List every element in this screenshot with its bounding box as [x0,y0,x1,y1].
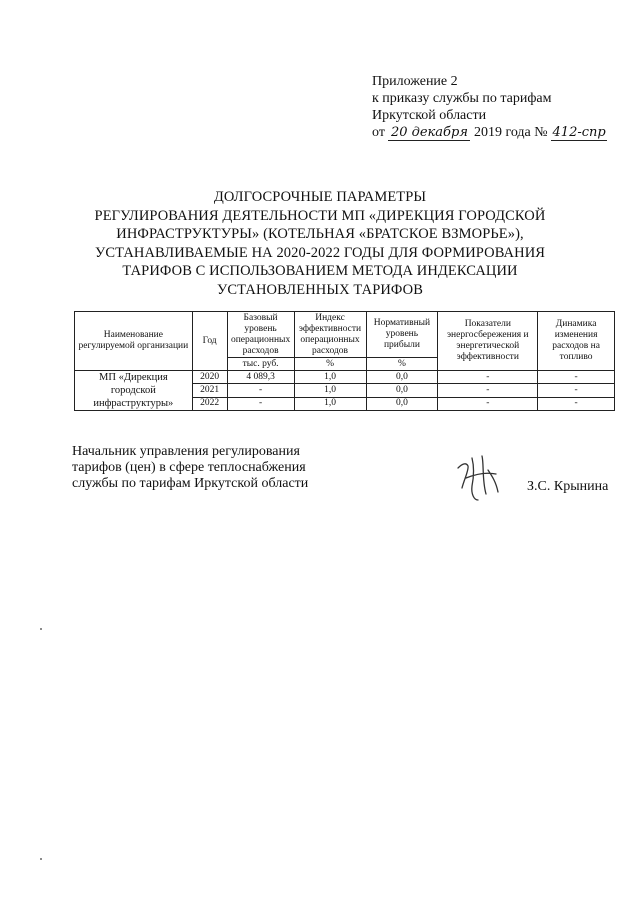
cell-profit: 0,0 [366,371,438,384]
cell-fuel: - [538,371,615,384]
cell-index: 1,0 [294,371,366,384]
cell-energy: - [438,384,538,397]
cell-base: - [227,397,294,410]
header-energy: Показатели энергосбережения и энергетической эффективности [438,312,538,371]
cell-year: 2020 [192,371,227,384]
org-name-line-2: городской [110,385,156,396]
title-line-3: ИНФРАСТРУКТУРЫ» (КОТЕЛЬНАЯ «БРАТСКОЕ ВЗМОРЬЕ»), [116,226,524,242]
table-header-row [75,312,615,358]
header-fuel: Динамика изменения расходов на топливо [538,312,615,371]
signatory-name: З.С. Крынина [527,479,609,494]
scan-speck [40,858,42,860]
table-row [75,371,615,384]
org-name-cell [75,371,193,411]
title-line-1: ДОЛГОСРОЧНЫЕ ПАРАМЕТРЫ [213,189,427,205]
date-handwritten: 20 декабря [388,126,470,141]
title-line-4: УСТАНАВЛИВАЕМЫЕ НА 2020-2022 ГОДЫ ДЛЯ ФОРМИРОВАНИЯ [94,244,546,261]
date-middle: 2019 года № [473,125,548,140]
document-title [90,188,550,299]
cell-year: 2021 [192,384,227,397]
signatory-line-1: Начальник управления регулирования [72,444,300,459]
title-line-5: ТАРИФОВ С ИСПОЛЬЗОВАНИЕМ МЕТОДА ИНДЕКСАЦИИ [122,263,518,279]
cell-energy: - [438,397,538,410]
unit-profit: % [366,358,438,371]
cell-energy: - [438,371,538,384]
signatory-line-2: тарифов (цен) в сфере теплоснабжения [72,460,306,475]
cell-fuel: - [538,397,615,410]
cell-profit: 0,0 [366,397,438,410]
appendix-date-line [372,124,607,141]
signatory-line-3: службы по тарифам Иркутской области [72,476,309,491]
header-base: Базовый уровень операционных расходов [227,312,294,358]
handwritten-signature [452,450,504,506]
cell-year: 2022 [192,397,227,410]
org-name-line-1: МП «Дирекция [99,372,168,383]
cell-base: 4 089,3 [227,371,294,384]
cell-index: 1,0 [294,384,366,397]
unit-base: тыс. руб. [227,358,294,371]
org-name-line-3: инфраструктуры» [93,398,174,409]
appendix-line-3: Иркутской области [372,108,487,123]
unit-index: % [294,358,366,371]
appendix-line-2: к приказу службы по тарифам [372,91,552,106]
header-index: Индекс эффективности операционных расходов [294,312,366,358]
header-profit: Нормативный уровень прибыли [366,312,438,358]
appendix-line-1: Приложение 2 [372,74,458,89]
cell-fuel: - [538,384,615,397]
signatory-title [72,444,308,492]
cell-index: 1,0 [294,397,366,410]
scan-speck [40,628,42,630]
date-prefix: от [372,125,385,140]
appendix-header [372,73,607,141]
cell-base: - [227,384,294,397]
title-line-2: РЕГУЛИРОВАНИЯ ДЕЯТЕЛЬНОСТИ МП «ДИРЕКЦИЯ ГОРОДСКОЙ [94,207,546,224]
cell-profit: 0,0 [366,384,438,397]
header-org: Наименование регулируемой организации [75,312,193,371]
parameters-table [74,311,615,411]
header-year: Год [192,312,227,371]
title-line-6: УСТАНОВЛЕННЫХ ТАРИФОВ [217,281,423,298]
number-handwritten: 412-спр [552,125,606,140]
